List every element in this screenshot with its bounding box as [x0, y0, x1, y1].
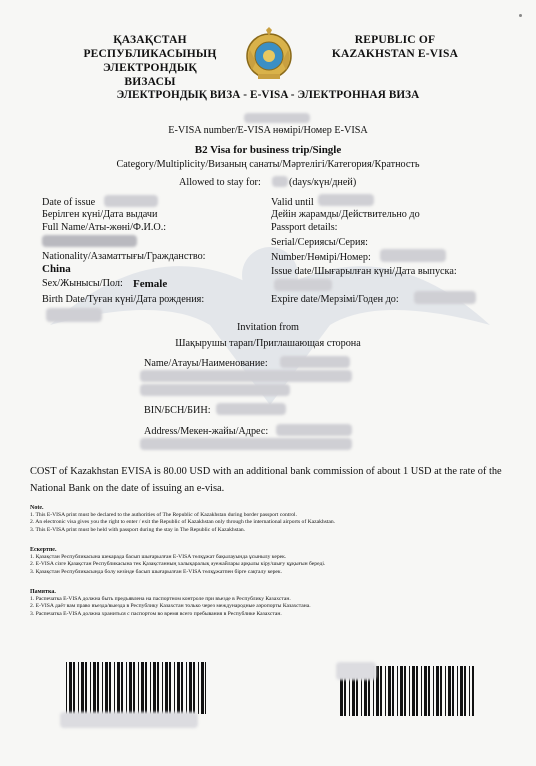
bin-label: BIN/БСН/БИН: — [144, 405, 211, 416]
inviter-name-redaction-3 — [140, 384, 290, 396]
header-left-line1: ҚАЗАҚСТАН — [113, 34, 187, 46]
bin-redaction — [216, 403, 286, 415]
nationality-value: China — [42, 263, 71, 275]
stay-suffix: (days/күн/дней) — [289, 177, 357, 188]
visa-category-label: Category/Multiplicity/Визаның санаты/Мәртелігі/Категория/Кратность — [116, 159, 420, 170]
date-of-issue-redaction — [104, 195, 158, 207]
invitation-title: Invitation from — [237, 322, 299, 333]
notes-en-line: 2. An electronic visa gives you the right to enter / exit the Republic of Kazakhstan only through the international airports of Kazakhstan. — [30, 519, 336, 526]
date-of-issue-label: Date of issue — [42, 197, 96, 208]
number-label: Number/Нөмірі/Номер: — [271, 252, 371, 263]
inviter-name-redaction-1 — [280, 356, 350, 368]
notes-ru-line: 2. E-VISA даёт вам право въезда/выезда в Республику Казахстан только через международные аэропорты Казахстана. — [30, 603, 311, 610]
passport-issue-date-label: Issue date/Шығарылған күні/Дата выпуска: — [271, 266, 457, 277]
address-redaction-1 — [276, 424, 352, 436]
serial-label: Serial/Сериясы/Серия: — [271, 237, 368, 248]
header-left-block — [80, 33, 220, 89]
notes-kz-line: 1. Қазақстан Республикасына шекарада басып шығарылған E-VISA төлқұжат бақылауында ұсынылу керек. — [30, 554, 287, 561]
notes-en-title: Note. — [30, 505, 44, 511]
visa-number-redaction — [244, 113, 310, 123]
kazakhstan-emblem-icon — [244, 26, 294, 82]
expire-date-label: Expire date/Мерзімі/Годен до: — [271, 294, 399, 305]
barcode-left-redaction — [60, 712, 198, 728]
full-name-label: Full Name/Аты-жөні/Ф.И.О.: — [42, 222, 167, 233]
stay-prefix: Allowed to stay for: — [179, 177, 261, 188]
header-right-line1: REPUBLIC OF — [354, 34, 436, 46]
valid-until-kz-label: Дейін жарамды/Действительно до — [271, 209, 420, 220]
notes-ru — [30, 589, 510, 618]
passport-issue-date-redaction — [274, 279, 332, 291]
issue-date-kz-label: Берілген күні/Дата выдачи — [42, 209, 158, 220]
notes-ru-title: Памятка. — [30, 589, 56, 595]
barcode-right-redaction — [336, 662, 376, 680]
inviter-name-redaction-2 — [140, 370, 352, 382]
notes-ru-line: 1. Распечатка E-VISA должна быть предъявлена на паспортном контроле при въезде в Республику Казахстан. — [30, 596, 291, 603]
document-title: ЭЛЕКТРОНДЫҚ ВИЗА - E-VISA - ЭЛЕКТРОННАЯ ВИЗА — [116, 89, 420, 101]
barcode-left-icon — [66, 662, 206, 714]
notes-en-line: 1. This E-VISA print must be declared to the authorities of The Republic of Kazakhstan during border passport control. — [30, 512, 297, 519]
notes-kz — [30, 547, 510, 576]
notes-kz-line: 2. E-VISA сізге Қазақстан Республикасына тек Қазақстанның халықаралық әуежайлары арқылы кіру/шығу құқығын береді. — [30, 561, 326, 568]
invitation-subtitle: Шақырушы тарап/Приглашающая сторона — [175, 338, 361, 349]
passport-number-redaction — [380, 249, 446, 262]
header-right-block — [330, 33, 460, 61]
visa-number-label: E-VISA number/E-VISA нөмірі/Номер E-VISA — [168, 125, 368, 136]
notes-ru-line: 3. Распечатка E-VISA должна храниться с паспортом во время всего пребывания в Республике Казахстан. — [30, 610, 282, 617]
header-left-line3: ЭЛЕКТРОНДЫҚ ВИЗАСЫ — [103, 62, 197, 88]
notes-kz-title: Ескертпе. — [30, 547, 57, 553]
address-label: Address/Мекен-жайы/Адрес: — [144, 426, 269, 437]
stay-days-redaction — [272, 176, 288, 187]
nationality-label: Nationality/Азаматтығы/Гражданство: — [42, 251, 206, 262]
notes-en — [30, 505, 510, 534]
inviter-name-label: Name/Атауы/Наименование: — [144, 358, 268, 369]
valid-until-label: Valid until — [271, 197, 314, 208]
notes-kz-line: 3. Қазақстан Республикасында болу кезінде басып шығарылған E-VISA төлқұжатпен бірге сақталу керек. — [30, 568, 283, 575]
passport-details-label: Passport details: — [271, 222, 338, 233]
expire-date-redaction — [414, 291, 476, 304]
cost-notice: COST of Kazakhstan EVISA is 80.00 USD with an additional bank commission of about 1 USD at the rate of the National Bank on the date of issuing an e-visa. — [30, 466, 502, 494]
header-right-line2: KAZAKHSTAN E-VISA — [331, 48, 459, 60]
header-left-line2: РЕСПУБЛИКАСЫНЫҢ — [83, 48, 217, 60]
notes-en-line: 3. This E-VISA print must be held with passport during the stay in The Republic of Kazakhstan. — [30, 526, 246, 533]
address-redaction-2 — [140, 438, 352, 450]
birth-date-redaction — [46, 308, 102, 322]
full-name-redaction — [42, 235, 137, 247]
birth-date-label: Birth Date/Туған күні/Дата рождения: — [42, 294, 205, 305]
valid-until-redaction — [318, 194, 374, 206]
sex-value: Female — [133, 278, 168, 290]
visa-type: B2 Visa for business trip/Single — [194, 144, 342, 156]
corner-dot — [519, 14, 522, 17]
sex-label: Sex/Жынысы/Пол: — [42, 278, 123, 289]
